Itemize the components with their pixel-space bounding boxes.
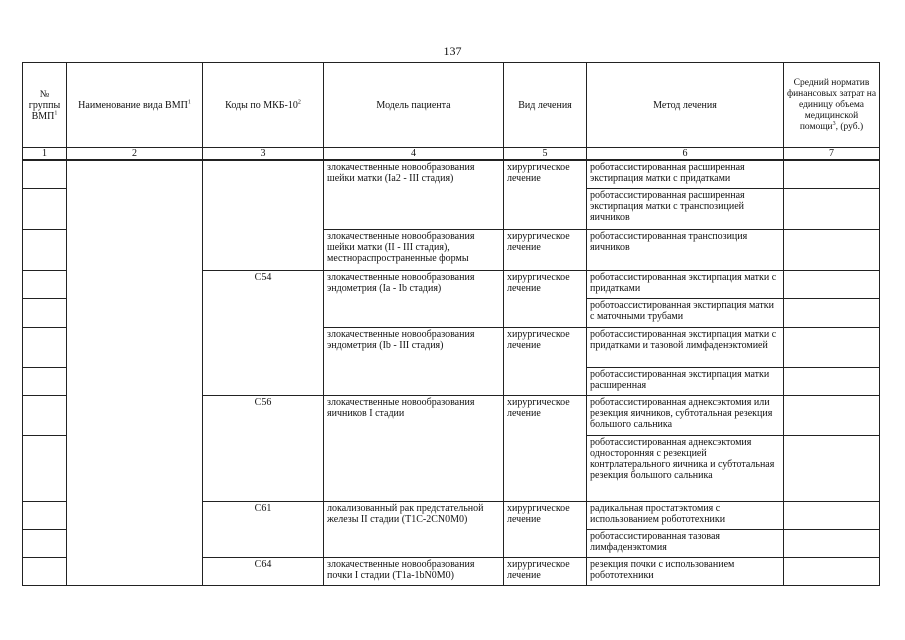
col-number: 6 xyxy=(587,148,784,161)
treatment-type-cell: хирургическое лечение xyxy=(504,501,587,557)
icd-code-cell: C54 xyxy=(203,270,324,395)
treatment-method-cell: резекция почки с использованием робототехники xyxy=(587,557,784,585)
treatment-method-cell: роботассистированная экстирпация матки расширенная xyxy=(587,367,784,395)
cost-cell xyxy=(784,160,880,188)
header-group-number: № группы ВМП$^1$ xyxy=(23,63,67,148)
treatment-method-cell: роботассистированная расширенная экстирпация матки с придатками xyxy=(587,160,784,188)
treatment-type-cell: хирургическое лечение xyxy=(504,270,587,327)
group-cell xyxy=(23,557,67,585)
icd-code-cell xyxy=(203,160,324,270)
header-vmp-name: Наименование вида ВМП$^1$ xyxy=(67,63,203,148)
treatment-method-cell: роботассистированная аднексэктомия или резекция яичников, субтотальная резекция большого сальника xyxy=(587,395,784,435)
treatment-method-cell: роботоассистированная экстирпация матки с маточными трубами xyxy=(587,298,784,327)
group-cell xyxy=(23,160,67,188)
treatment-method-cell: роботассистированная транспозиция яичников xyxy=(587,229,784,270)
icd-code-cell: C64 xyxy=(203,557,324,585)
header-treatment-method: Метод лечения xyxy=(587,63,784,148)
treatment-method-cell: роботассистированная расширенная экстирпация матки с транспозицией яичников xyxy=(587,188,784,229)
group-cell xyxy=(23,229,67,270)
page-number: 137 xyxy=(443,44,462,58)
treatment-method-cell: радикальная простатэктомия с использованием робототехники xyxy=(587,501,784,529)
vmp-name-cell xyxy=(67,160,203,585)
treatment-method-cell: роботассистированная тазовая лимфаденэктомия xyxy=(587,529,784,557)
col-number: 5 xyxy=(504,148,587,161)
cost-cell xyxy=(784,529,880,557)
treatment-type-cell: хирургическое лечение xyxy=(504,160,587,229)
col-number: 1 xyxy=(23,148,67,161)
treatment-type-cell: хирургическое лечение xyxy=(504,557,587,585)
cost-cell xyxy=(784,501,880,529)
header-icd-codes: Коды по МКБ-$10^2$ xyxy=(203,63,324,148)
col-number: 3 xyxy=(203,148,324,161)
group-cell xyxy=(23,270,67,298)
header-row xyxy=(23,63,880,148)
header-treatment-type: Вид лечения xyxy=(504,63,587,148)
group-cell xyxy=(23,188,67,229)
header-patient-model: Модель пациента xyxy=(324,63,504,148)
cost-cell xyxy=(784,557,880,585)
col-number: 2 xyxy=(67,148,203,161)
patient-model-cell: злокачественные новообразования эндометрия (Ib - III стадия) xyxy=(324,327,504,395)
header-cost-standard: Средний норматив финансовых затрат на единицу объема медицинской помощи$^3$, (руб.) xyxy=(784,63,880,148)
cost-cell xyxy=(784,327,880,367)
treatment-type-cell: хирургическое лечение xyxy=(504,395,587,501)
group-cell xyxy=(23,395,67,435)
cost-cell xyxy=(784,395,880,435)
patient-model-cell: злокачественные новообразования эндометрия (Ia - Ib стадия) xyxy=(324,270,504,327)
col-number: 4 xyxy=(324,148,504,161)
icd-code-cell: C61 xyxy=(203,501,324,557)
group-cell xyxy=(23,298,67,327)
treatment-method-cell: роботассистированная экстирпация матки с придатками xyxy=(587,270,784,298)
cost-cell xyxy=(784,229,880,270)
group-cell xyxy=(23,435,67,501)
group-cell xyxy=(23,327,67,367)
group-cell xyxy=(23,367,67,395)
treatment-method-cell: роботассистированная аднексэктомия односторонняя с резекцией контрлатерального яичника и субтотальная резекция большого сальника xyxy=(587,435,784,501)
column-numbers-row xyxy=(23,148,880,161)
cost-cell xyxy=(784,298,880,327)
col-number: 7 xyxy=(784,148,880,161)
cost-cell xyxy=(784,188,880,229)
patient-model-cell: локализованный рак предстательной железы II стадии (T1C-2CN0M0) xyxy=(324,501,504,557)
patient-model-cell: злокачественные новообразования шейки матки (Ia2 - III стадия) xyxy=(324,160,504,229)
cost-cell xyxy=(784,367,880,395)
cost-cell xyxy=(784,435,880,501)
cost-cell xyxy=(784,270,880,298)
treatment-type-cell: хирургическое лечение xyxy=(504,327,587,395)
icd-code-cell: C56 xyxy=(203,395,324,501)
table-row xyxy=(23,160,880,188)
patient-model-cell: злокачественные новообразования почки I стадии (T1a-1bN0M0) xyxy=(324,557,504,585)
treatment-method-cell: роботассистированная экстирпация матки с придатками и тазовой лимфаденэктомией xyxy=(587,327,784,367)
group-cell xyxy=(23,501,67,529)
group-cell xyxy=(23,529,67,557)
patient-model-cell: злокачественные новообразования яичников I стадии xyxy=(324,395,504,501)
vmp-table xyxy=(22,62,880,586)
treatment-type-cell: хирургическое лечение xyxy=(504,229,587,270)
patient-model-cell: злокачественные новообразования шейки матки (II - III стадия), местнораспространенные формы xyxy=(324,229,504,270)
